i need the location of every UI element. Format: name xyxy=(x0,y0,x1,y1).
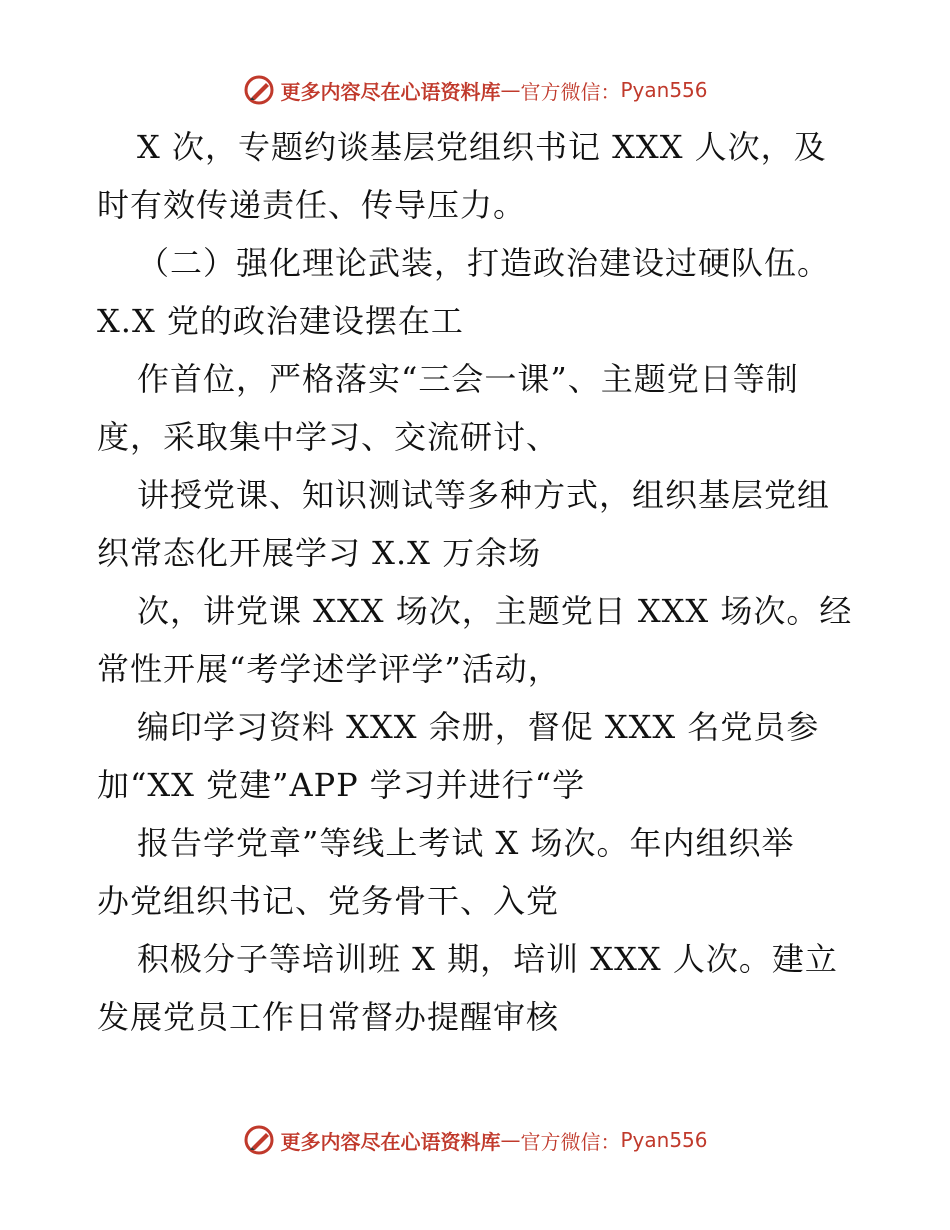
text-line: 发展党员工作日常督办提醒审核 xyxy=(97,998,560,1036)
watermark-main-text: 更多内容尽在心语资料库 xyxy=(280,1129,501,1154)
pen-logo-icon xyxy=(242,73,276,107)
watermark-separator: — xyxy=(500,78,521,102)
text-line: 编印学习资料 XXX 余册，督促 XXX 名党员参 xyxy=(137,708,820,746)
watermark-header xyxy=(0,70,950,110)
text-line: 积极分子等培训班 X 期，培训 XXX 人次。建立 xyxy=(137,940,838,978)
watermark-footer xyxy=(0,1120,950,1160)
text-line: 作首位，严格落实“三会一课”、主题党日等制 xyxy=(137,360,799,398)
watermark-wechat-id: Pyan556 xyxy=(620,78,708,102)
watermark-sub-text: 官方微信： xyxy=(520,79,621,104)
pen-logo-icon xyxy=(242,1123,276,1157)
text-line: X.X 党的政治建设摆在工 xyxy=(97,302,464,340)
watermark-separator: — xyxy=(500,1128,521,1152)
text-line: 加“XX 党建”APP 学习并进行“学 xyxy=(97,766,586,804)
text-line: 常性开展“考学述学评学”活动， xyxy=(97,650,561,688)
text-line: 织常态化开展学习 X.X 万余场 xyxy=(97,534,542,572)
text-line: 办党组织书记、党务骨干、入党 xyxy=(97,882,560,920)
text-line: 度，采取集中学习、交流研讨、 xyxy=(97,418,560,456)
text-line: 报告学党章”等线上考试 X 场次。年内组织举 xyxy=(137,824,795,862)
text-line: X 次，专题约谈基层党组织书记 XXX 人次，及 xyxy=(137,128,827,166)
watermark-main-text: 更多内容尽在心语资料库 xyxy=(280,79,501,104)
text-line: 时有效传递责任、传导压力。 xyxy=(97,186,527,224)
section-heading-line: （二）强化理论武装，打造政治建设过硬队伍。 xyxy=(137,244,831,282)
text-line: 讲授党课、知识测试等多种方式，组织基层党组 xyxy=(137,476,831,514)
document-body xyxy=(97,118,857,1046)
watermark-wechat-id: Pyan556 xyxy=(620,1128,708,1152)
watermark-sub-text: 官方微信： xyxy=(520,1129,621,1154)
text-line: 次，讲党课 XXX 场次，主题党日 XXX 场次。经 xyxy=(137,592,853,630)
